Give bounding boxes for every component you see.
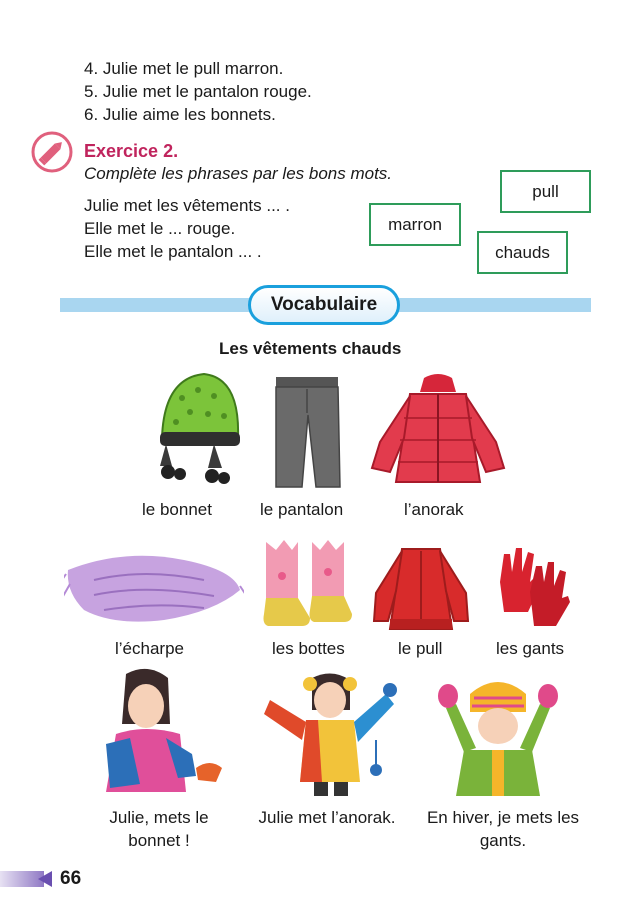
pantalon-picture (272, 375, 342, 490)
bonnet-picture (152, 368, 244, 490)
julie-gants-illustration (434, 668, 562, 798)
bottes-picture (258, 538, 354, 630)
word-box-chauds: chauds (477, 231, 568, 274)
echarpe-picture (64, 540, 244, 630)
caption-julie-bonnet: Julie, mets le bonnet ! (109, 808, 209, 850)
caption-anorak: l’anorak (404, 500, 464, 519)
gants-picture (490, 542, 572, 630)
word-box-pull: pull (500, 170, 591, 213)
exercise-title: Exercice 2. (84, 141, 179, 161)
caption-julie-anorak: Julie met l’anorak. (258, 808, 396, 827)
exercise-sentence-2: Elle met le ... rouge. (84, 219, 236, 238)
caption-bonnet: le bonnet (142, 500, 212, 519)
caption-gants: les gants (496, 639, 565, 658)
sentence-6: 6. Julie aime les bonnets. (84, 105, 276, 124)
page-number: 66 (60, 868, 82, 889)
caption-pull: le pull (398, 639, 443, 658)
exercise-instruction: Complète les phrases par les bons mots. (84, 164, 393, 183)
exercise-sentence-3: Elle met le pantalon ... . (84, 242, 262, 261)
anorak-picture (370, 372, 506, 490)
vocab-label: Vocabulaire (248, 285, 400, 325)
vocab-subtitle: Les vêtements chauds (219, 339, 402, 358)
pull-picture (372, 545, 470, 630)
page-triangle-icon (38, 871, 52, 887)
sentence-5: 5. Julie met le pantalon rouge. (84, 82, 312, 101)
sentence-4: 4. Julie met le pull marron. (84, 59, 284, 78)
caption-bottes: les bottes (272, 639, 345, 658)
caption-julie-gants: En hiver, je mets les gants. (426, 808, 580, 850)
julie-bonnet-illustration (96, 664, 226, 794)
caption-echarpe: l’écharpe (115, 639, 184, 658)
pencil-icon (30, 130, 74, 174)
julie-anorak-illustration (258, 670, 406, 798)
exercise-sentence-1: Julie met les vêtements ... . (84, 196, 290, 215)
caption-pantalon: le pantalon (260, 500, 344, 519)
word-box-marron: marron (369, 203, 461, 246)
